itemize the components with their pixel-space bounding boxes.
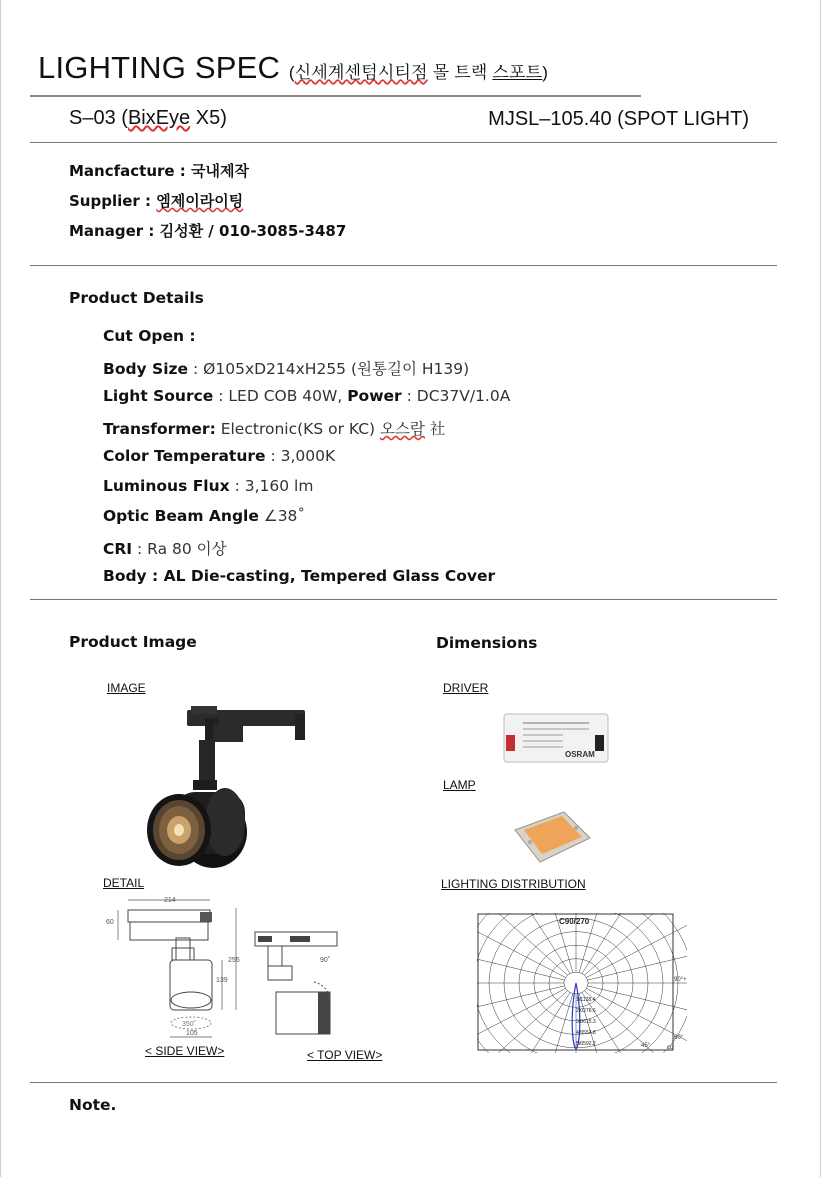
- divider-details: [30, 599, 777, 600]
- dimensions-heading: Dimensions: [436, 634, 538, 652]
- model-code: S–03 (BixEye X5): [69, 107, 227, 129]
- page-border-left: [0, 0, 1, 1177]
- cut-open-line: Cut Open :: [103, 327, 196, 345]
- lamp-image: [512, 810, 592, 864]
- image-caption: IMAGE: [107, 681, 146, 695]
- body-material-line: Body : AL Die-casting, Tempered Glass Cover: [103, 567, 496, 585]
- polar-60-label: 60°: [674, 1035, 684, 1041]
- beam-angle-line: Optic Beam Angle ∠38˚: [103, 507, 306, 525]
- page-title: [38, 50, 548, 86]
- dim-214-label: 214: [164, 897, 176, 904]
- product-details-heading: Product Details: [69, 289, 204, 307]
- body-size-line: Body Size : Ø105xD214xH255 (원통길이 H139): [103, 360, 470, 378]
- distribution-caption: LIGHTING DISTRIBUTION: [441, 877, 586, 891]
- dim-90-label: 90˚: [320, 957, 331, 964]
- side-view-caption: < SIDE VIEW>: [145, 1044, 225, 1058]
- driver-image: [503, 713, 609, 763]
- polar-value-label: 4ℓ0553.8: [576, 1030, 596, 1036]
- title-subtitle: (신세계센텀시티점 몰 트랙 스포트): [288, 63, 549, 82]
- supplier-line: Supplier : 엠제이라이팅: [69, 192, 244, 210]
- manufacture-line: Mancfacture : 국내제작: [69, 162, 249, 180]
- polar-90-label: 90°+: [674, 977, 687, 983]
- luminous-flux-line: Luminous Flux : 3,160 lm: [103, 477, 314, 495]
- polar-value-label: 3ℓ0615.3: [576, 1019, 596, 1025]
- driver-brand-label: OSRAM: [565, 750, 595, 759]
- polar-title: C90/270: [559, 917, 590, 926]
- manager-line: Manager : 김성환 / 010-3085-3487: [69, 222, 347, 240]
- polar-value-label: 2ℓ0276.6: [576, 1008, 596, 1014]
- driver-caption: DRIVER: [443, 681, 489, 695]
- polar-45-label: 45°: [641, 1043, 651, 1049]
- title-main: LIGHTING SPEC: [38, 50, 281, 85]
- color-temperature-line: Color Temperature : 3,000K: [103, 447, 336, 465]
- polar-value-label: 1ℓ1128.4: [576, 997, 596, 1003]
- divider-info: [30, 265, 777, 266]
- cri-line: CRI : Ra 80 이상: [103, 540, 227, 558]
- title-underline: [30, 95, 641, 97]
- light-source-line: Light Source : LED COB 40W, Power : DC37V/1.0A: [103, 387, 511, 405]
- detail-drawing: [100, 892, 345, 1042]
- divider-images: [30, 1082, 777, 1083]
- model-name: MJSL–105.40 (SPOT LIGHT): [488, 108, 749, 130]
- dim-350-label: 350˚: [182, 1021, 197, 1028]
- product-image-heading: Product Image: [69, 633, 197, 651]
- top-view-caption: < TOP VIEW>: [307, 1048, 383, 1062]
- lamp-caption: LAMP: [443, 778, 476, 792]
- dim-105-label: 105: [186, 1030, 198, 1037]
- dim-60-label: 60: [106, 919, 114, 926]
- polar-cd-label: cd: [667, 1045, 674, 1051]
- detail-caption: DETAIL: [103, 876, 145, 890]
- dim-139-label: 139: [216, 977, 228, 984]
- transformer-line: Transformer: Electronic(KS or KC) 오스람 社: [103, 420, 446, 438]
- polar-value-label: 5ℓ0592.2: [576, 1041, 596, 1047]
- note-label: Note.: [69, 1096, 117, 1114]
- dim-255-label: 255: [228, 957, 240, 964]
- spotlight-product-image: [135, 700, 315, 872]
- divider-model: [30, 142, 777, 143]
- lighting-distribution-chart: [477, 913, 687, 1053]
